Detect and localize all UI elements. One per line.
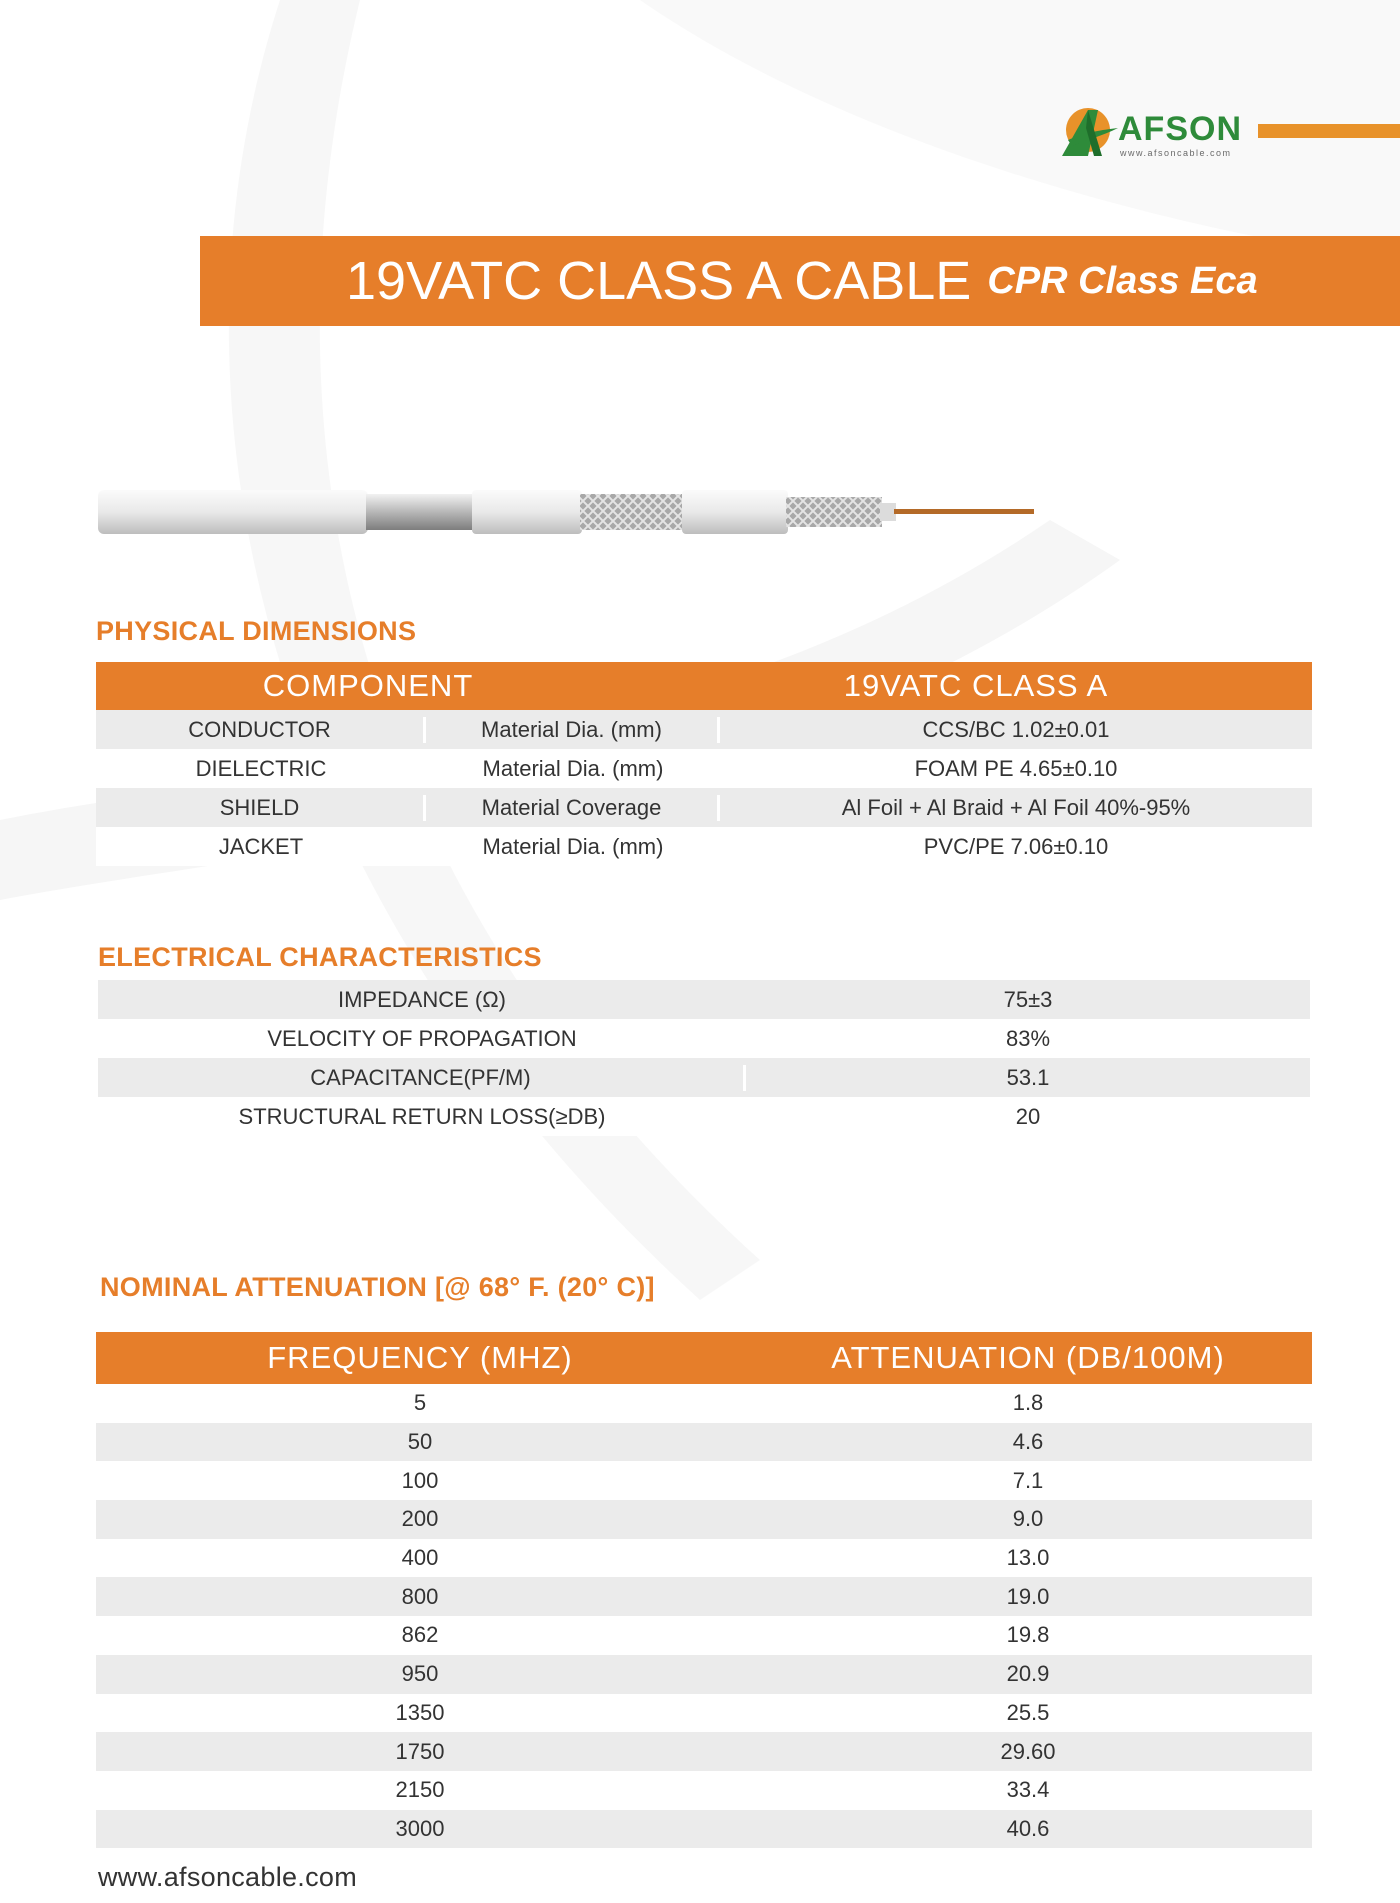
attenuation-cell: 29.60 [1000, 1738, 1056, 1764]
frequency-cell: 3000 [395, 1815, 445, 1841]
table-row [98, 980, 1310, 1019]
component-cell: JACKET [218, 833, 304, 859]
table-row [96, 1616, 1312, 1655]
frequency-cell: 950 [401, 1661, 439, 1687]
frequency-cell: 400 [401, 1545, 439, 1571]
component-cell: CONDUCTOR [96, 717, 426, 743]
value-cell: 20 [1015, 1103, 1041, 1129]
frequency-cell: 200 [401, 1506, 439, 1532]
attenuation-cell: 4.6 [1012, 1429, 1044, 1455]
parameter-cell: STRUCTURAL RETURN LOSS(≥DB) [238, 1103, 606, 1129]
table-row [96, 1423, 1312, 1462]
header-attenuation: ATTENUATION (DB/100M) [831, 1340, 1225, 1375]
electrical-characteristics-heading: ELECTRICAL CHARACTERISTICS [98, 942, 542, 972]
attenuation-cell: 1.8 [1012, 1390, 1044, 1416]
physical-dimensions-heading: PHYSICAL DIMENSIONS [96, 616, 417, 646]
value-cell: 75±3 [1003, 986, 1053, 1012]
table-row [96, 1384, 1312, 1423]
attribute-cell: Material Dia. (mm) [482, 833, 664, 859]
brand-name: AFSON [1118, 110, 1242, 148]
frequency-cell: 2150 [395, 1777, 445, 1803]
value-cell: 53.1 [1006, 1064, 1050, 1090]
table-row [98, 1019, 1310, 1058]
frequency-cell: 800 [401, 1583, 439, 1609]
nominal-attenuation-heading: NOMINAL ATTENUATION [@ 68° F. (20° C)] [100, 1272, 655, 1302]
title-banner [200, 236, 1400, 326]
attenuation-cell: 19.8 [1006, 1622, 1050, 1648]
footer-url: www.afsoncable.com [98, 1862, 358, 1892]
coaxial-cable-image [98, 476, 1038, 548]
attenuation-cell: 25.5 [1006, 1699, 1050, 1725]
header-component: COMPONENT [262, 668, 474, 703]
table-row [96, 1732, 1312, 1771]
attribute-cell: Material Coverage [426, 795, 720, 821]
header-accent-bar [1258, 124, 1400, 138]
attenuation-rows [96, 1384, 1312, 1848]
value-cell: FOAM PE 4.65±0.10 [914, 755, 1118, 781]
attenuation-cell: 9.0 [1012, 1506, 1044, 1532]
electrical-characteristics-table [98, 980, 1310, 1136]
table-row [96, 1655, 1312, 1694]
brand-url: www.afsoncable.com [1120, 148, 1232, 158]
attribute-cell: Material Dia. (mm) [426, 717, 720, 743]
attenuation-cell: 19.0 [1006, 1583, 1050, 1609]
attenuation-cell: 13.0 [1006, 1545, 1050, 1571]
table-row [98, 1097, 1310, 1136]
component-cell: SHIELD [96, 795, 426, 821]
frequency-cell: 1350 [395, 1699, 445, 1725]
attribute-cell: Material Dia. (mm) [482, 755, 664, 781]
brand-logo [1058, 104, 1242, 162]
table-row [96, 1694, 1312, 1733]
table-row [96, 1810, 1312, 1849]
frequency-cell: 1750 [395, 1738, 445, 1764]
header-frequency: FREQUENCY (MHZ) [267, 1340, 573, 1375]
attenuation-cell: 40.6 [1006, 1815, 1050, 1841]
table-row [98, 1058, 1310, 1097]
table-row [96, 1500, 1312, 1539]
value-cell: Al Foil + Al Braid + Al Foil 40%-95% [841, 794, 1191, 820]
value-cell: CCS/BC 1.02±0.01 [922, 716, 1110, 742]
attenuation-table [96, 1332, 1312, 1848]
table-row [96, 1577, 1312, 1616]
table-row [96, 788, 1312, 827]
afson-logo-icon [1058, 104, 1120, 162]
component-cell: DIELECTRIC [195, 755, 327, 781]
physical-dimensions-table [96, 662, 1312, 866]
table-row [96, 1771, 1312, 1810]
table-row [96, 827, 1312, 866]
frequency-cell: 100 [401, 1467, 439, 1493]
parameter-cell: IMPEDANCE (Ω) [337, 986, 506, 1012]
header-model: 19VATC CLASS A [843, 668, 1109, 703]
value-cell: 83% [1005, 1025, 1051, 1051]
page-subtitle: CPR Class Eca [987, 259, 1258, 302]
attenuation-table-header [96, 1332, 1312, 1384]
page-title: 19VATC CLASS A CABLE [346, 251, 972, 311]
frequency-cell: 862 [401, 1622, 439, 1648]
attenuation-cell: 33.4 [1006, 1777, 1050, 1803]
table-row [96, 1461, 1312, 1500]
parameter-cell: VELOCITY OF PROPAGATION [267, 1025, 577, 1051]
parameter-cell: CAPACITANCE(PF/M) [98, 1065, 746, 1091]
physical-table-header [96, 662, 1312, 710]
attenuation-cell: 7.1 [1012, 1467, 1044, 1493]
value-cell: PVC/PE 7.06±0.10 [923, 833, 1109, 859]
table-row [96, 1539, 1312, 1578]
frequency-cell: 50 [407, 1429, 433, 1455]
frequency-cell: 5 [413, 1390, 427, 1416]
table-row [96, 749, 1312, 788]
table-row [96, 710, 1312, 749]
attenuation-cell: 20.9 [1006, 1661, 1050, 1687]
